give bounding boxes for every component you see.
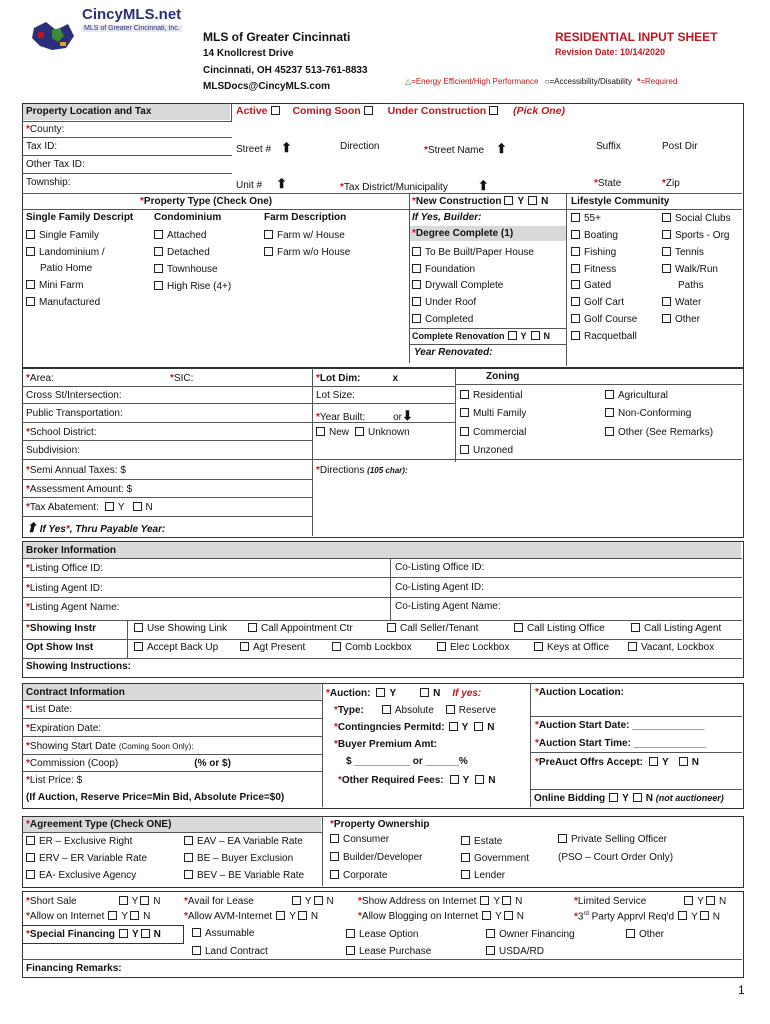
tax-abatement-label: *Tax Abatement: Y N bbox=[26, 502, 153, 513]
type-absolute[interactable] bbox=[382, 705, 391, 714]
renovation-no[interactable] bbox=[531, 331, 540, 340]
third-party-approval: *3rd Party Apprvl Req'd Y N bbox=[574, 911, 721, 923]
allow-blogging: *Allow Blogging on Internet Y N bbox=[358, 911, 524, 922]
special-financing-yes[interactable] bbox=[119, 929, 128, 938]
third-party-yes[interactable] bbox=[678, 911, 687, 920]
renovation-yes[interactable] bbox=[508, 331, 517, 340]
buyer-premium-label: *Buyer Premium Amt: bbox=[334, 739, 438, 750]
other-tax-id-label: Other Tax ID: bbox=[26, 159, 85, 170]
sic-label: *SIC: bbox=[170, 373, 194, 384]
property-type-title: *Property Type (Check One) bbox=[140, 196, 273, 207]
lifestyle-water[interactable]: Water bbox=[662, 297, 701, 308]
property-section bbox=[22, 103, 744, 368]
street-name-label: *Street Name ⬆ bbox=[424, 141, 507, 156]
list-date-label: *List Date: bbox=[26, 704, 73, 715]
sf-single-family[interactable]: Single Family bbox=[26, 230, 99, 241]
preauct-no[interactable] bbox=[679, 757, 688, 766]
short-sale-yes[interactable] bbox=[119, 896, 128, 905]
legend bbox=[405, 77, 677, 86]
contingencies-label: *Contingncies Permitd: Y N bbox=[334, 722, 495, 733]
up-arrow-icon: ⬆ bbox=[281, 140, 292, 155]
allow-internet-yes[interactable] bbox=[108, 911, 117, 920]
if-yes-payable-year: ⬆ If Yes*, Thru Payable Year: bbox=[26, 520, 166, 535]
condo-high-rise[interactable]: High Rise (4+) bbox=[154, 281, 231, 292]
third-party-no[interactable] bbox=[700, 911, 709, 920]
show-use-link[interactable]: Use Showing Link bbox=[134, 623, 227, 634]
zoning-commercial[interactable]: Commercial bbox=[460, 427, 526, 438]
show-comb-lockbox[interactable]: Comb Lockbox bbox=[332, 642, 412, 653]
allow-blog-no[interactable] bbox=[504, 911, 513, 920]
allow-blog-yes[interactable] bbox=[482, 911, 491, 920]
status-options bbox=[236, 105, 565, 117]
online-no[interactable] bbox=[633, 793, 642, 802]
auction-label: *Auction: Y N If yes: bbox=[326, 688, 482, 699]
auction-yes[interactable] bbox=[376, 688, 385, 697]
condominium-heading: Condominium bbox=[154, 212, 222, 223]
status-under-label: Under Construction bbox=[387, 105, 487, 117]
degree-completed[interactable]: Completed bbox=[412, 314, 473, 325]
public-transportation-label: Public Transportation: bbox=[26, 408, 123, 419]
auction-type-label: *Type: Absolute Reserve bbox=[334, 705, 497, 716]
sf-landominium[interactable]: Landominium / bbox=[26, 247, 105, 258]
avail-lease-no[interactable] bbox=[314, 896, 323, 905]
status-active-checkbox[interactable] bbox=[271, 106, 280, 115]
year-renovated-label: Year Renovated: bbox=[414, 347, 493, 358]
list-price-label: *List Price: $ bbox=[26, 775, 83, 786]
lifestyle-golf-cart[interactable]: Golf Cart bbox=[571, 297, 624, 308]
other-fees-no[interactable] bbox=[475, 775, 484, 784]
co-listing-agent-id: Co-Listing Agent ID: bbox=[395, 582, 484, 593]
private-selling-officer[interactable]: Private Selling Officer bbox=[558, 834, 667, 845]
new-construction-yes[interactable] bbox=[504, 196, 513, 205]
limited-yes[interactable] bbox=[684, 896, 693, 905]
zoning-unzoned[interactable]: Unzoned bbox=[460, 445, 513, 456]
lifestyle-gated[interactable]: Gated bbox=[571, 280, 611, 291]
avail-lease: *Avail for Lease Y N bbox=[184, 896, 334, 907]
lifestyle-sports[interactable]: Sports - Org bbox=[662, 230, 729, 241]
year-built-label: *Year Built: or⬇ bbox=[316, 408, 413, 423]
show-call-seller[interactable]: Call Seller/Tenant bbox=[387, 623, 478, 634]
legend-accessibility: =Accessibility/Disability bbox=[549, 77, 632, 86]
online-bidding-label: Online Bidding Y N (not auctioneer) bbox=[534, 793, 724, 804]
preauction-offers-label: *PreAuct Offrs Accept: Y N bbox=[535, 757, 699, 768]
address-line-2: Cincinnati, OH 45237 513-761-8833 bbox=[203, 65, 368, 76]
single-family-heading: Single Family Descript bbox=[26, 212, 134, 223]
limited-no[interactable] bbox=[706, 896, 715, 905]
show-call-office[interactable]: Call Listing Office bbox=[514, 623, 605, 634]
lifestyle-fishing[interactable]: Fishing bbox=[571, 247, 616, 258]
suffix-label: Suffix bbox=[596, 141, 621, 152]
show-call-agent[interactable]: Call Listing Agent bbox=[631, 623, 721, 634]
degree-to-be-built[interactable]: To Be Built/Paper House bbox=[412, 247, 534, 258]
status-active-label: Active bbox=[236, 105, 268, 117]
status-coming-label: Coming Soon bbox=[292, 105, 361, 117]
fin-other[interactable]: Other bbox=[626, 929, 664, 940]
abatement-no[interactable] bbox=[133, 502, 142, 511]
buyer-premium-line[interactable]: $ __________ or ______% bbox=[346, 756, 468, 767]
financing-remarks-label: Financing Remarks: bbox=[26, 963, 122, 974]
showing-instructions-label: Showing Instructions: bbox=[26, 661, 131, 672]
circle-icon: ○ bbox=[544, 77, 550, 86]
lifestyle-title: Lifestyle Community bbox=[571, 196, 670, 207]
sf-mini-farm[interactable]: Mini Farm bbox=[26, 280, 83, 291]
show-keys-office[interactable]: Keys at Office bbox=[534, 642, 609, 653]
up-arrow-icon: ⬆ bbox=[477, 178, 489, 193]
new-construction-label: *New Construction Y N bbox=[412, 196, 549, 207]
allow-avm-no[interactable] bbox=[298, 911, 307, 920]
cross-street-label: Cross St/Intersection: bbox=[26, 390, 122, 401]
other-fees-label: *Other Required Fees: Y N bbox=[338, 775, 496, 786]
condo-detached[interactable]: Detached bbox=[154, 247, 210, 258]
degree-drywall[interactable]: Drywall Complete bbox=[412, 280, 503, 291]
fin-usda[interactable]: USDA/RD bbox=[486, 946, 544, 957]
farm-heading: Farm Description bbox=[264, 212, 347, 223]
subdivision-label: Subdivision: bbox=[26, 445, 80, 456]
status-coming-checkbox[interactable] bbox=[364, 106, 373, 115]
area-label: *Area: bbox=[26, 373, 54, 384]
year-new-unknown[interactable]: New Unknown bbox=[316, 427, 410, 438]
allow-avm-yes[interactable] bbox=[276, 911, 285, 920]
short-sale-no[interactable] bbox=[140, 896, 149, 905]
opt-show-label: Opt Show Inst bbox=[26, 642, 94, 653]
ownership-builder[interactable]: Builder/Developer bbox=[330, 852, 423, 863]
unit-label: Unit # ⬆ bbox=[236, 176, 288, 191]
agreement-be[interactable]: BE – Buyer Exclusion bbox=[184, 853, 293, 864]
commission-label: *Commission (Coop) (% or $) bbox=[26, 758, 231, 769]
legend-required: =Required bbox=[640, 77, 678, 86]
lifestyle-fitness[interactable]: Fitness bbox=[571, 264, 616, 275]
lifestyle-paths: Paths bbox=[678, 280, 704, 291]
auction-price-note: (If Auction, Reserve Price=Min Bid, Absolute Price=$0) bbox=[26, 792, 285, 803]
ownership-estate[interactable]: Estate bbox=[461, 836, 502, 847]
sheet-title: RESIDENTIAL INPUT SHEET bbox=[555, 30, 718, 44]
street-number-label: Street # ⬆ bbox=[236, 140, 292, 155]
preauct-yes[interactable] bbox=[649, 757, 658, 766]
show-agt-present[interactable]: Agt Present bbox=[240, 642, 305, 653]
broker-title: Broker Information bbox=[26, 545, 117, 556]
pso-note: (PSO – Court Order Only) bbox=[558, 852, 674, 863]
auction-start-date: *Auction Start Date: _____________ bbox=[535, 720, 705, 731]
if-yes-builder: If Yes, Builder: bbox=[412, 212, 482, 223]
zoning-title: Zoning bbox=[486, 371, 520, 382]
tax-district-label: *Tax District/Municipality ⬆ bbox=[340, 178, 489, 193]
up-arrow-icon: ⬆ bbox=[496, 141, 507, 156]
up-arrow-icon: ⬆ bbox=[26, 520, 37, 535]
up-arrow-icon: ⬆ bbox=[276, 176, 288, 191]
contract-title: Contract Information bbox=[26, 687, 125, 698]
showing-instr-label: *Showing Instr bbox=[26, 623, 97, 634]
fin-lease-option[interactable]: Lease Option bbox=[346, 929, 419, 940]
contact-email: MLSDocs@CincyMLS.com bbox=[203, 81, 330, 92]
direction-label: Direction bbox=[340, 141, 380, 152]
lifestyle-social-clubs[interactable]: Social Clubs bbox=[662, 213, 731, 224]
farm-without-house[interactable]: Farm w/o House bbox=[264, 247, 350, 258]
revision-date: Revision Date: 10/14/2020 bbox=[555, 47, 666, 57]
lot-size-label: Lot Size: bbox=[316, 390, 355, 401]
ownership-title: *Property Ownership bbox=[330, 819, 430, 830]
lifestyle-walk-run[interactable]: Walk/Run bbox=[662, 264, 718, 275]
agreement-ea[interactable]: EA- Exclusive Agency bbox=[26, 870, 136, 881]
show-vacant-lockbox[interactable]: Vacant, Lockbox bbox=[628, 642, 714, 653]
ownership-government[interactable]: Government bbox=[461, 853, 529, 864]
zoning-non-conforming[interactable]: Non-Conforming bbox=[605, 408, 691, 419]
sf-manufactured[interactable]: Manufactured bbox=[26, 297, 100, 308]
fin-land-contract[interactable]: Land Contract bbox=[192, 946, 268, 957]
logo-subtext: MLS of Greater Cincinnati, Inc. bbox=[84, 25, 180, 32]
school-district-label: *School District: bbox=[26, 427, 97, 438]
abatement-yes[interactable] bbox=[105, 502, 114, 511]
org-name: MLS of Greater Cincinnati bbox=[203, 30, 351, 44]
allow-internet-no[interactable] bbox=[130, 911, 139, 920]
other-fees-yes[interactable] bbox=[450, 775, 459, 784]
sf-patio-home: Patio Home bbox=[40, 263, 93, 274]
ownership-corporate[interactable]: Corporate bbox=[330, 870, 387, 881]
show-address-no[interactable] bbox=[502, 896, 511, 905]
required-star-icon: * bbox=[637, 77, 641, 86]
condo-townhouse[interactable]: Townhouse bbox=[154, 264, 218, 275]
show-accept-backup[interactable]: Accept Back Up bbox=[134, 642, 218, 653]
allow-internet: *Allow on Internet Y N bbox=[26, 911, 151, 922]
condo-attached[interactable]: Attached bbox=[154, 230, 206, 241]
page-number: 1 bbox=[738, 983, 745, 997]
farm-with-house[interactable]: Farm w/ House bbox=[264, 230, 345, 241]
lifestyle-other[interactable]: Other bbox=[662, 314, 700, 325]
showing-start-label: *Showing Start Date (Coming Soon Only): bbox=[26, 741, 194, 752]
auction-no[interactable] bbox=[420, 688, 429, 697]
contingencies-yes[interactable] bbox=[449, 722, 458, 731]
degree-foundation[interactable]: Foundation bbox=[412, 264, 475, 275]
post-dir-label: Post Dir bbox=[662, 141, 698, 152]
fin-assumable[interactable]: Assumable bbox=[192, 928, 254, 939]
lot-dim-label: *Lot Dim: x bbox=[316, 373, 399, 384]
short-sale: *Short Sale Y N bbox=[26, 896, 161, 907]
lifestyle-golf-course[interactable]: Golf Course bbox=[571, 314, 637, 325]
auction-location-label: *Auction Location: bbox=[535, 687, 624, 698]
show-call-appt[interactable]: Call Appointment Ctr bbox=[248, 623, 353, 634]
agreement-eav[interactable]: EAV – EA Variable Rate bbox=[184, 836, 303, 847]
complete-renovation-label: Complete Renovation Y N bbox=[412, 331, 551, 341]
co-listing-office-id: Co-Listing Office ID: bbox=[395, 562, 485, 573]
limited-service: *Limited Service Y N bbox=[574, 896, 727, 907]
allow-avm: *Allow AVM-Internet Y N bbox=[184, 911, 319, 922]
degree-under-roof[interactable]: Under Roof bbox=[412, 297, 476, 308]
status-pick-note: (Pick One) bbox=[513, 105, 566, 117]
zoning-multi-family[interactable]: Multi Family bbox=[460, 408, 526, 419]
listing-agent-name: *Listing Agent Name: bbox=[26, 602, 120, 613]
zoning-other[interactable]: Other (See Remarks) bbox=[605, 427, 713, 438]
agreement-bev[interactable]: BEV – BE Variable Rate bbox=[184, 870, 304, 881]
special-financing-no[interactable] bbox=[141, 929, 150, 938]
address-line-1: 14 Knollcrest Drive bbox=[203, 48, 294, 59]
lifestyle-tennis[interactable]: Tennis bbox=[662, 247, 704, 258]
triangle-icon: △ bbox=[405, 77, 412, 86]
ownership-consumer[interactable]: Consumer bbox=[330, 834, 389, 845]
zip-label: *Zip bbox=[662, 178, 680, 189]
listing-office-id: *Listing Office ID: bbox=[26, 563, 104, 574]
auction-start-time: *Auction Start Time: _____________ bbox=[535, 738, 707, 749]
listing-agent-id: *Listing Agent ID: bbox=[26, 583, 103, 594]
special-financing: *Special Financing Y N bbox=[26, 929, 161, 940]
show-address: *Show Address on Internet Y N bbox=[358, 896, 523, 907]
lifestyle-racquetball[interactable]: Racquetball bbox=[571, 331, 637, 342]
legend-energy: =Energy Efficient/High Performance bbox=[411, 77, 539, 86]
show-address-yes[interactable] bbox=[480, 896, 489, 905]
contingencies-no[interactable] bbox=[474, 722, 483, 731]
show-elec-lockbox[interactable]: Elec Lockbox bbox=[437, 642, 509, 653]
township-label: Township: bbox=[26, 177, 71, 188]
co-listing-agent-name: Co-Listing Agent Name: bbox=[395, 601, 501, 612]
logo-text: CincyMLS.net bbox=[82, 6, 182, 23]
agreement-title: *Agreement Type (Check ONE) bbox=[26, 819, 172, 830]
expiration-date-label: *Expiration Date: bbox=[26, 723, 102, 734]
property-section-title: Property Location and Tax bbox=[26, 106, 152, 117]
state-label: *State bbox=[594, 178, 622, 189]
zoning-residential[interactable]: Residential bbox=[460, 390, 522, 401]
down-arrow-icon: ⬇ bbox=[402, 408, 413, 423]
degree-complete-label: *Degree Complete (1) bbox=[412, 228, 514, 239]
directions-label: *Directions (105 char): bbox=[316, 465, 408, 476]
zoning-agricultural[interactable]: Agricultural bbox=[605, 390, 668, 401]
new-construction-no[interactable] bbox=[528, 196, 537, 205]
tax-id-label: Tax ID: bbox=[26, 141, 58, 152]
lifestyle-boating[interactable]: Boating bbox=[571, 230, 618, 241]
fin-owner-financing[interactable]: Owner Financing bbox=[486, 929, 575, 940]
status-under-checkbox[interactable] bbox=[489, 106, 498, 115]
semi-annual-taxes-label: *Semi Annual Taxes: $ bbox=[26, 465, 126, 476]
assessment-label: *Assessment Amount: $ bbox=[26, 484, 133, 495]
fin-lease-purchase[interactable]: Lease Purchase bbox=[346, 946, 431, 957]
avail-lease-yes[interactable] bbox=[292, 896, 301, 905]
county-label: *County: bbox=[26, 124, 65, 135]
lifestyle-55-plus[interactable]: 55+ bbox=[571, 213, 601, 224]
agreement-er[interactable]: ER – Exclusive Right bbox=[26, 836, 132, 847]
agreement-erv[interactable]: ERV – ER Variable Rate bbox=[26, 853, 147, 864]
online-yes[interactable] bbox=[609, 793, 618, 802]
type-reserve[interactable] bbox=[446, 705, 455, 714]
ownership-lender[interactable]: Lender bbox=[461, 870, 505, 881]
